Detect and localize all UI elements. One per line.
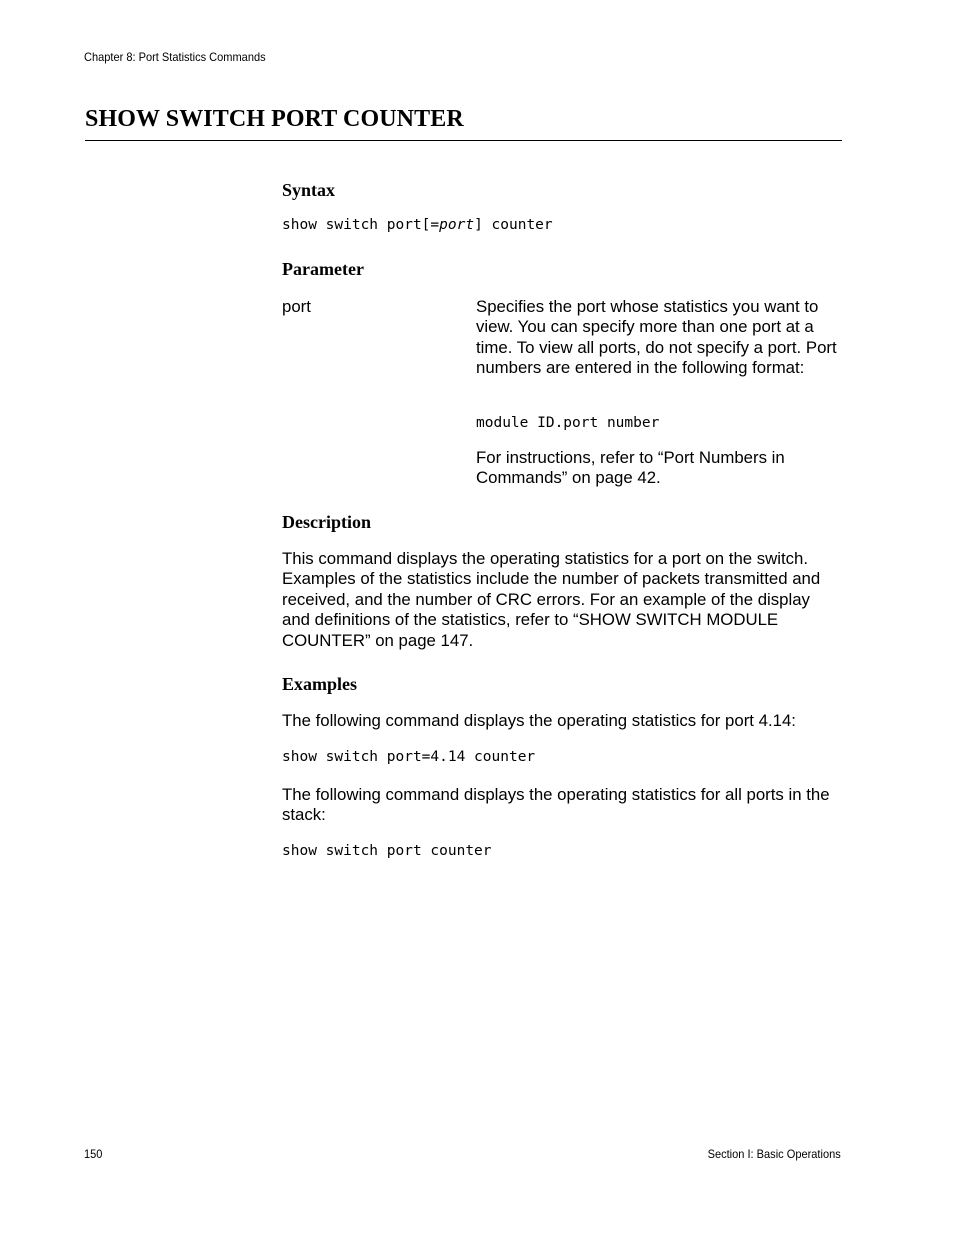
parameter-heading: Parameter: [282, 259, 364, 279]
chapter-header: Chapter 8: Port Statistics Commands: [84, 50, 266, 64]
parameter-instructions: For instructions, refer to “Port Numbers in Commands” on page 42.: [476, 448, 785, 488]
syntax-code-suffix: ] counter: [474, 217, 553, 233]
examples-text-2: The following command displays the operating statistics for all ports in the stack:: [282, 785, 830, 825]
page-title: SHOW SWITCH PORT COUNTER: [85, 106, 464, 132]
syntax-code: [282, 217, 553, 233]
syntax-code-param: port: [439, 217, 475, 233]
description-text: This command displays the operating statistics for a port on the switch. Examples of the statistics include the number of packets transmitted and received, and the number of CRC errors. For an example of the display and definitions of the statistics, refer to “SHOW SWITCH MODULE COUNTER” on page 147.: [282, 549, 821, 650]
title-divider: [85, 140, 842, 141]
parameter-name: port: [282, 297, 311, 316]
examples-heading: Examples: [282, 674, 358, 694]
parameter-format-code: module ID.port number: [476, 415, 660, 431]
syntax-heading: Syntax: [282, 180, 336, 200]
page-number: 150: [84, 1147, 103, 1161]
examples-text-1: The following command displays the operating statistics for port 4.14:: [282, 711, 796, 730]
examples-code-2: show switch port counter: [282, 843, 492, 859]
syntax-code-prefix: show switch port[=: [282, 217, 440, 233]
section-footer: Section I: Basic Operations: [707, 1147, 841, 1161]
examples-code-1: show switch port=4.14 counter: [282, 749, 536, 765]
description-heading: Description: [282, 512, 371, 532]
parameter-description: Specifies the port whose statistics you want to view. You can specify more than one port at a time. To view all ports, do not specify a port. Port numbers are entered in the following format:: [476, 297, 837, 378]
